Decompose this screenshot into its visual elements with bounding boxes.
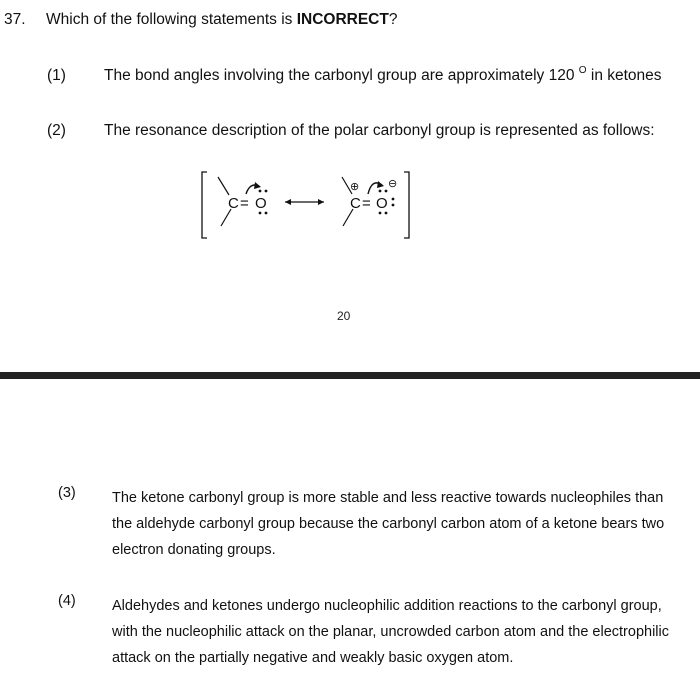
right-bracket [404,172,409,238]
left-double-bond: = [240,195,249,212]
right-double-bond: = [362,195,371,212]
page-number: 20 [337,309,351,323]
option-4-number: (4) [58,593,76,609]
question-number: 37. [4,11,26,28]
option-1-text: The bond angles involving the carbonyl group are approximately 120 $^O$ in ketones [104,65,662,84]
option-1-number: (1) [47,67,66,84]
option-2-text: The resonance description of the polar carbonyl group is represented as follows: [104,122,655,139]
page-divider [0,372,700,379]
right-carbon: C [350,195,361,212]
left-carbon: C [228,195,239,212]
degree-symbol: O [578,65,587,76]
left-oxygen: O [255,195,267,212]
question-emphasis: INCORRECT [296,11,389,28]
resonance-scheme [190,160,430,244]
right-minus-charge: ⊖ [388,178,398,190]
right-oxygen: O [376,195,388,212]
right-plus-charge: ⊕ [350,181,360,193]
left-bracket [202,172,207,238]
left-bond-upper [218,177,229,195]
option-2-number: (2) [47,122,66,139]
option-3-number: (3) [58,485,76,501]
option-4-text: Aldehydes and ketones undergo nucleophilic addition reactions to the carbonyl group, with the nucleophilic attack on the planar, uncrowded carbon atom and the electrophilic attack on the partially negative and weakly basic oxygen atom. [112,598,669,666]
question-text: Which of the following statements is INCORRECT? [46,11,398,28]
option-3-text: The ketone carbonyl group is more stable and less reactive towards nucleophiles than the aldehyde carbonyl group because the carbonyl carbon atom of a ketone bears two electron donating groups. [112,490,665,558]
